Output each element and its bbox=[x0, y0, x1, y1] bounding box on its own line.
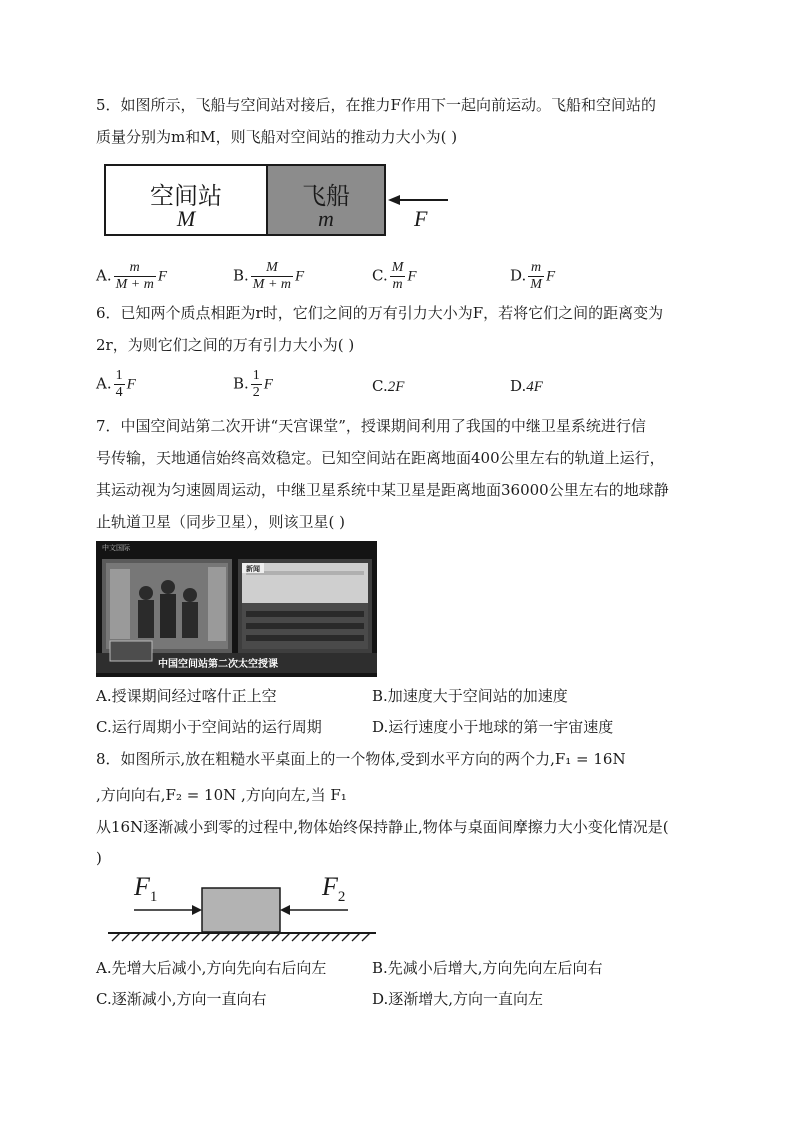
option-letter: C. bbox=[372, 266, 388, 285]
option-text: 4F bbox=[526, 379, 543, 395]
fraction-denominator: M bbox=[530, 277, 542, 292]
fraction bbox=[528, 260, 544, 293]
q7-option-a[interactable]: A.授课期间经过喀什正上空 bbox=[96, 687, 277, 705]
f2-symbol: F bbox=[322, 872, 338, 901]
fraction bbox=[114, 260, 156, 293]
option-letter: C. bbox=[372, 377, 388, 395]
q6-option-a[interactable] bbox=[96, 368, 136, 401]
fraction-denominator: m bbox=[390, 276, 406, 293]
fraction bbox=[251, 368, 262, 401]
q7-option-c[interactable]: C.运行周期小于空间站的运行周期 bbox=[96, 718, 322, 736]
q6-stem-line2: 2r，为则它们之间的万有引力大小为( ) bbox=[96, 336, 355, 354]
fraction-numerator: m bbox=[129, 260, 140, 275]
option-letter: A. bbox=[96, 266, 112, 285]
q6-option-c[interactable] bbox=[372, 376, 404, 397]
option-letter: B. bbox=[233, 374, 249, 393]
option-tail: F bbox=[407, 268, 417, 285]
station-mass-label: M bbox=[176, 206, 196, 231]
option-letter: B. bbox=[233, 266, 249, 285]
fraction bbox=[390, 260, 406, 293]
option-tail: F bbox=[295, 268, 305, 285]
photo-caption: 中国空间站第二次太空授课 bbox=[158, 659, 278, 670]
q8-stem-line4: ) bbox=[96, 849, 102, 867]
q5-option-d[interactable] bbox=[510, 260, 555, 293]
option-tail: F bbox=[126, 376, 136, 393]
q5-option-b[interactable] bbox=[233, 260, 304, 293]
q8-stem-line1: 8．如图所示,放在粗糙水平桌面上的一个物体,受到水平方向的两个力,F₁ = 16N bbox=[96, 750, 626, 768]
photo-channel-logo: 中文国际 bbox=[102, 544, 130, 552]
space-station-block bbox=[104, 164, 268, 236]
q6-option-b[interactable] bbox=[233, 368, 273, 401]
q8-stem-line2: ,方向向右,F₂ = 10N ,方向向左,当 F₁ bbox=[96, 786, 347, 804]
spaceship-block bbox=[266, 164, 386, 236]
ship-label: 飞船 bbox=[302, 182, 350, 210]
q8-option-c[interactable]: C.逐渐减小,方向一直向右 bbox=[96, 990, 267, 1008]
q8-option-d[interactable]: D.逐渐增大,方向一直向左 bbox=[372, 990, 544, 1008]
fraction bbox=[114, 368, 125, 401]
q6-stem-line1: 6．已知两个质点相距为r时，它们之间的万有引力大小为F，若将它们之间的距离变为 bbox=[96, 304, 664, 322]
option-tail: F bbox=[545, 268, 556, 285]
q8-option-b[interactable]: B.先减小后增大,方向先向左后向右 bbox=[372, 959, 603, 977]
q8-option-a[interactable]: A.先增大后减小,方向先向右后向左 bbox=[96, 959, 327, 977]
f1-symbol: F bbox=[134, 872, 150, 901]
q5-stem-line2: 质量分别为m和M，则飞船对空间站的推动力大小为( ) bbox=[96, 128, 458, 146]
fraction-denominator: 4 bbox=[115, 385, 123, 400]
q7-stem-line1: 7．中国空间站第二次开讲“天宫课堂”，授课期间利用了我国的中继卫星系统进行信 bbox=[96, 417, 646, 435]
f2-subscript: 2 bbox=[337, 889, 346, 906]
option-letter: D. bbox=[510, 266, 527, 285]
force-label: F bbox=[414, 206, 428, 231]
option-text: 2F bbox=[387, 379, 405, 395]
q7-stem-line3: 其运动视为匀速圆周运动，中继卫星系统中某卫星是距离地面36000公里左右的地球静 bbox=[96, 481, 669, 499]
q7-option-b[interactable]: B.加速度大于空间站的加速度 bbox=[372, 687, 568, 705]
fraction-denominator: M + m bbox=[115, 277, 154, 292]
ship-mass-label: m bbox=[318, 206, 334, 231]
option-tail: F bbox=[157, 268, 168, 285]
q5-option-a[interactable] bbox=[96, 260, 167, 293]
force-diagram-icon bbox=[108, 886, 380, 944]
q5-stem-line1: 5．如图所示，飞船与空间站对接后，在推力F作用下一起向前运动。飞船和空间站的 bbox=[96, 96, 656, 114]
q7-option-d[interactable]: D.运行速度小于地球的第一宇宙速度 bbox=[372, 718, 614, 736]
q7-stem-line4: 止轨道卫星（同步卫星），则该卫星( ) bbox=[96, 513, 345, 531]
option-tail: F bbox=[263, 376, 273, 393]
fraction-denominator: 2 bbox=[252, 385, 260, 400]
option-letter: D. bbox=[510, 377, 527, 395]
station-label: 空间站 bbox=[150, 182, 222, 210]
fraction-numerator: M bbox=[266, 260, 278, 275]
q7-stem-line2: 号传输，天地通信始终高效稳定。已知空间站在距离地面400公里左右的轨道上运行， bbox=[96, 449, 665, 467]
tiangong-class-photo bbox=[96, 541, 377, 677]
fraction-numerator: M bbox=[391, 260, 404, 275]
photo-news-tag: 新闻 bbox=[246, 565, 260, 573]
fraction-numerator: 1 bbox=[252, 368, 260, 383]
fraction-numerator: 1 bbox=[115, 368, 123, 383]
q8-stem-line3: 从16N逐渐减小到零的过程中,物体始终保持静止,物体与桌面间摩擦力大小变化情况是( bbox=[96, 818, 669, 836]
fraction-denominator: M + m bbox=[252, 277, 292, 292]
q5-option-c[interactable] bbox=[372, 260, 417, 293]
fraction bbox=[251, 260, 293, 293]
q6-option-d[interactable] bbox=[510, 376, 543, 397]
option-letter: A. bbox=[96, 374, 112, 393]
fraction-numerator: m bbox=[531, 260, 542, 275]
f1-subscript: 1 bbox=[149, 889, 158, 906]
